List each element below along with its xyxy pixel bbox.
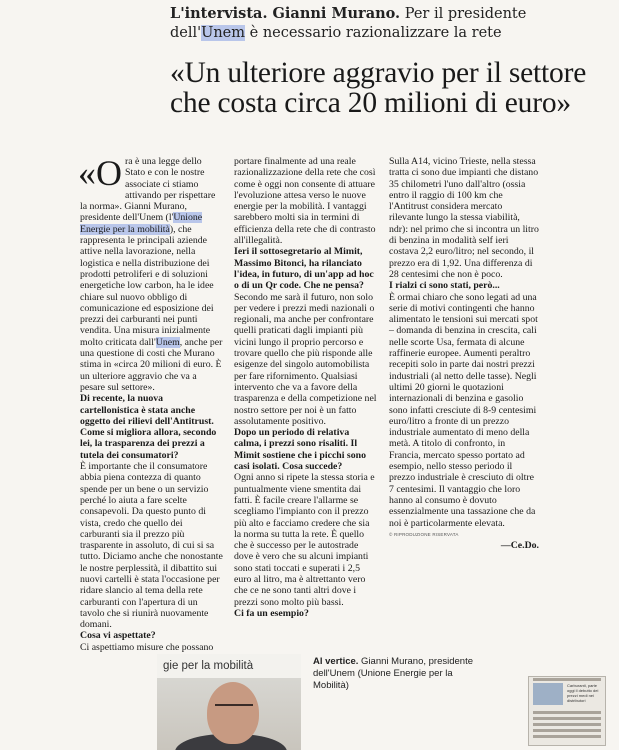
copyright-credit: © RIPRODUZIONE RISERVATA	[389, 531, 459, 537]
answer-3: Secondo me sarà il futuro, non solo per vedere i prezzi medi nazionali o regionali, ma anche per confrontare quelli praticati dagli impianti più vicini lungo il proprio percorso e trovare quello che più risponde alle esigenze del singolo automobilista per fare rifornimento. Qualsiasi intervento che va a favore della trasparenza e della competizione nel nostro settore per noi è un fatto assolutamente positivo.	[234, 291, 377, 427]
intro-text-a: ra è una legge dello Stato e con le nostre associate ci stiamo attivando per rispettare la norma». Gianni Murano, presidente dell'Unem (l'	[80, 156, 216, 224]
page-thumbnail[interactable]	[528, 676, 606, 746]
article-kicker	[170, 4, 600, 43]
kicker-label: L'intervista. Gianni Murano.	[170, 5, 401, 22]
kicker-highlight-unem: Unem	[201, 25, 246, 41]
thumbnail-line	[533, 711, 601, 714]
question-2: Cosa vi aspettate?	[80, 630, 156, 642]
intro-paragraph	[78, 153, 223, 393]
thumbnail-text: Carburanti, parte oggi il debutto dei prezzi medi nei distributori	[567, 683, 599, 703]
dropcap: «O	[78, 153, 122, 193]
question-4: Dopo un periodo di relativa calma, i prezzi sono risaliti. Il Mimit sostiene che i picchi sono casi isolati. Cosa succede?	[234, 427, 366, 473]
portrait-photo	[157, 654, 301, 750]
answer-2-continued: portare finalmente ad una reale razionalizzazione della rete che così come è oggi non consente di attuare l'evoluzione attesa verso le nuove energie per la mobilità. I vantaggi sarebbero molti sia in termini di efficienza della rete che di contrasto all'illegalità.	[234, 156, 376, 247]
thumbnail-line	[533, 717, 601, 720]
thumbnail-image	[533, 683, 563, 705]
intro-text-c: , anche per una questione di costi che Murano stima in «circa 20 milioni di euro. È un ulteriore aggravio che va a pesare sul settore».	[80, 336, 223, 393]
photo-glasses	[215, 704, 253, 714]
answer-1: È importante che il consumatore abbia piena contezza di quanto spende per un bene o un servizio perché lo aiuta a fare scelte consapevoli. Da questo punto di vista, credo che quello dei carburanti sia il prezzo più trasparente in assoluto, di cui si sa tutto. Diciamo anche che nonostante le nostre perplessità, il dibattito sui nuovi cartelli è stata l'occasione per ridare slancio al tema della rete carburanti con l'apertura di un tavolo che si riunirà nuovamente domani.	[80, 461, 223, 631]
author-signature: —Ce.Do.	[500, 540, 539, 552]
photo-backdrop-text: gie per la mobilità	[157, 654, 301, 678]
thumbnail-line	[533, 735, 601, 738]
photo-caption	[313, 656, 483, 692]
highlight-unem: Unem	[155, 336, 180, 348]
column-2	[234, 156, 377, 619]
highlight-unione-energie: Unione Energie per la mobilità	[80, 212, 203, 235]
answer-6: È ormai chiaro che sono legati ad una serie di motivi contingenti che hanno alimentato le tensioni sui mercati spot – domanda di benzina in crescita, cali nelle scorte Usa, fermata di alcune raffinerie europee. Aumenti peraltro recepiti solo in parte dai nostri prezzi industriali (al netto delle tasse). Negli ultimi 20 giorni le quotazioni internazionali di benzina e gasolio sono infatti cresciute di 8-9 centesimi euro/litro a fronte di un prezzo industriale aumentato di meno della metà. A titolo di confronto, in Francia, mercato spesso portato ad esempio, nello stesso periodo il prezzo industriale è cresciuto di oltre 7 centesimi. Il vantaggio che loro hanno al consumo è dovuto essenzialmente una tassazione che da noi è particolarmente elevata.	[389, 291, 538, 529]
kicker-text: Per il presidente dell'	[170, 6, 527, 41]
answer-2-start: Ci aspettiamo misure che possano	[80, 641, 214, 653]
thumbnail-masthead	[533, 678, 601, 681]
headline: «Un ulteriore aggravio per il settore che costa circa 20 milioni di euro»	[170, 57, 587, 119]
question-5: Ci fa un esempio?	[234, 607, 309, 619]
answer-5: Sulla A14, vicino Trieste, nella stessa tratta ci sono due impianti che distano 35 chilometri l'uno dall'altro (ossia entro il raggio di 100 km che l'Antitrust considera mercato rilevante lungo la stessa viabilità, ndr): nel primo che si incontra un litro di benzina in modalità self ieri costava 2,2 euro/litro; nel secondo, il prezzo era di 1,92. Una differenza di 28 centesimi che non è poco.	[389, 156, 539, 280]
kicker-text-2: è necessario razionalizzare la rete	[245, 25, 502, 41]
thumbnail-line	[533, 723, 601, 726]
question-3: Ieri il sottosegretario al Mimit, Massimo Bitonci, ha rilanciato l'idea, in futuro, di un'app ad hoc o di un Qr code. Che ne pensa?	[234, 246, 374, 292]
intro-text-b: ), che rappresenta le principali aziende attive nella lavorazione, nella logistica e nella distribuzione dei prodotti petroliferi e di soluzioni energetiche low carbon, ha le idee chiare sul nuovo obbligo di comunicazione ed esposizione dei prezzi dei carburanti nei punti vendita. Una misura inizialmente molto criticata dall'	[80, 223, 214, 348]
caption-text: Gianni Murano, presidente dell'Unem (Unione Energie per la Mobilità)	[313, 656, 474, 691]
question-1: Di recente, la nuova cartellonistica è stata anche oggetto dei rilievi dell'Antitrust. Come si migliora allora, secondo lei, la trasparenza dei prezzi a tutela dei consumatori?	[80, 393, 217, 461]
column-1	[78, 153, 223, 653]
answer-4: Ogni anno si ripete la stessa storia e puntualmente viene smentita dai fatti. È facile creare l'allarme se scegliamo l'impianto con il prezzo più alto e facciamo credere che sia la norma su tutta la rete. È quello che è successo per le autostrade dove è vero che su alcuni impianti sono stati toccati e superati i 2,5 euro al litro, ma è altrettanto vero che ce ne sono tanti altri dove i prezzi sono molto più bassi.	[234, 472, 375, 608]
column-3	[389, 156, 539, 551]
question-6: I rialzi ci sono stati, però...	[389, 280, 500, 292]
caption-label: Al vertice.	[313, 656, 359, 667]
thumbnail-line	[533, 729, 601, 732]
